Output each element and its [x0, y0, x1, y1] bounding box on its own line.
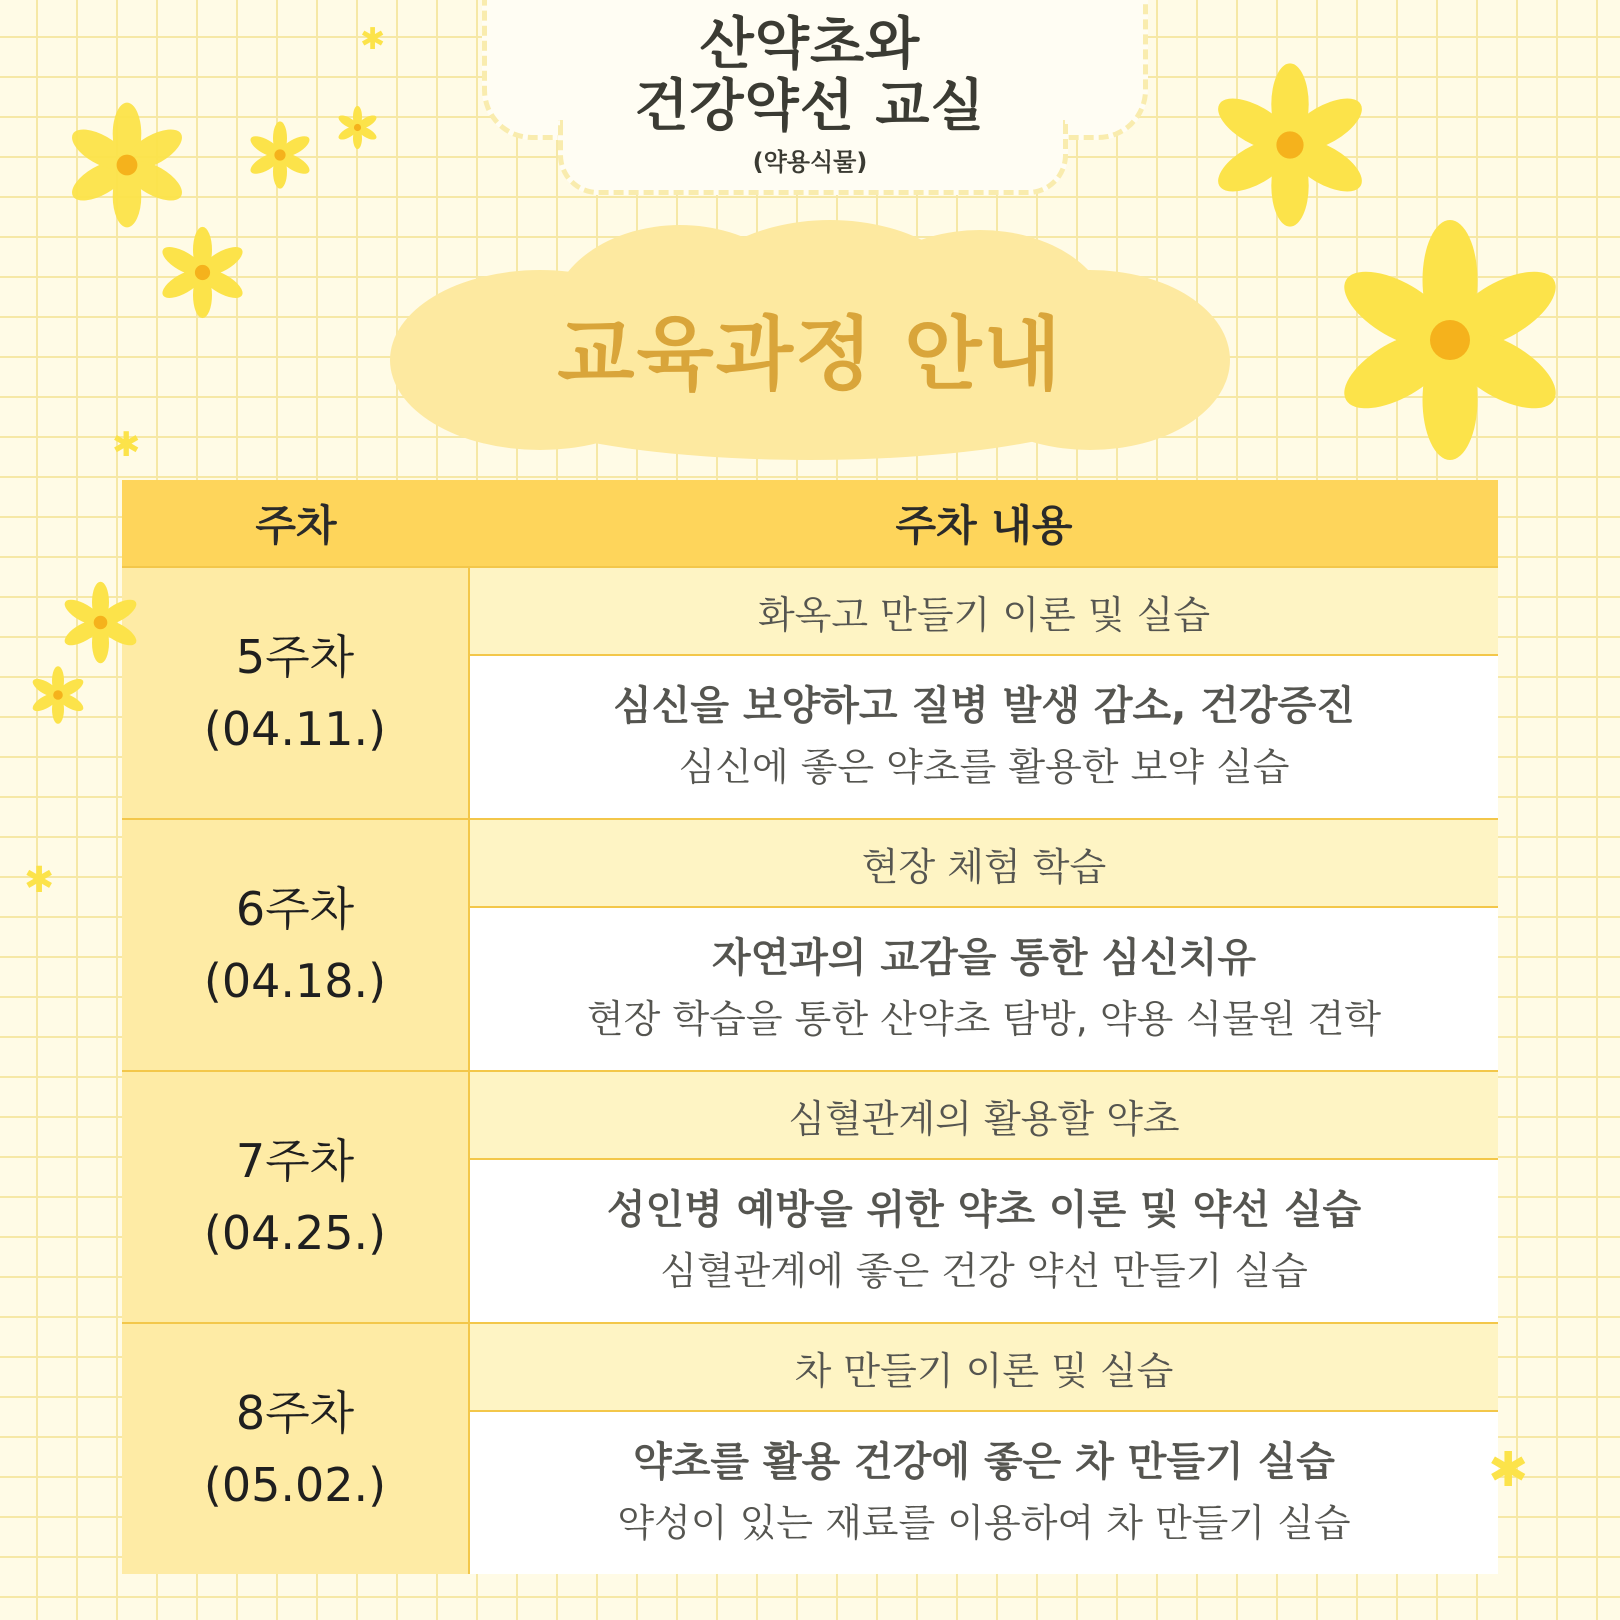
content-cell: [470, 820, 1498, 1070]
week-label: 8주차: [235, 1386, 355, 1440]
title-subtitle: (약용식물): [752, 148, 868, 176]
description-main: 심신을 보양하고 질병 발생 감소, 건강증진: [613, 683, 1355, 729]
flower-icon: [335, 105, 380, 150]
week-date: (04.25.): [203, 1206, 387, 1260]
page-subheading: 교육과정 안내: [557, 308, 1063, 401]
topic-title: 차 만들기 이론 및 실습: [470, 1324, 1498, 1412]
description-sub: 약성이 있는 재료를 이용하여 차 만들기 실습: [617, 1501, 1351, 1545]
table-row: [122, 566, 1498, 818]
column-header-week: 주차: [255, 501, 337, 550]
table-row: [122, 1070, 1498, 1322]
week-date: (04.11.): [203, 702, 387, 756]
description-main: 약초를 활용 건강에 좋은 차 만들기 실습: [633, 1439, 1335, 1485]
topic-description: [470, 656, 1498, 818]
title-line-1: 산약초와: [699, 12, 921, 77]
week-cell: [122, 1324, 470, 1574]
topic-description: [470, 1412, 1498, 1574]
topic-description: [470, 908, 1498, 1070]
flower-icon: [155, 225, 250, 320]
flower-icon: [58, 580, 143, 665]
flower-icon: [28, 665, 88, 725]
topic-title: 현장 체험 학습: [470, 820, 1498, 908]
description-sub: 심신에 좋은 약초를 활용한 보약 실습: [678, 745, 1290, 789]
title-line-2: 건강약선 교실: [634, 74, 986, 139]
week-date: (04.18.): [203, 954, 387, 1008]
title-block: [482, 14, 1138, 177]
flower-icon: [245, 120, 315, 190]
topic-title: 심혈관계의 활용할 약초: [470, 1072, 1498, 1160]
description-sub: 심혈관계에 좋은 건강 약선 만들기 실습: [660, 1249, 1308, 1293]
flower-icon: [62, 100, 192, 230]
week-cell: [122, 568, 470, 818]
content-cell: [470, 568, 1498, 818]
schedule-table: [122, 480, 1498, 1566]
week-cell: [122, 1072, 470, 1322]
table-header: [122, 480, 1498, 566]
table-row: [122, 1322, 1498, 1574]
flower-icon: [1325, 215, 1575, 465]
week-label: 6주차: [235, 882, 355, 936]
column-header-content: 주차 내용: [895, 501, 1073, 550]
description-main: 자연과의 교감을 통한 심신치유: [711, 935, 1257, 981]
content-cell: [470, 1072, 1498, 1322]
topic-title: 화옥고 만들기 이론 및 실습: [470, 568, 1498, 656]
flower-icon: [1195, 60, 1385, 230]
description-sub: 현장 학습을 통한 산약초 탐방, 약용 식물원 견학: [586, 997, 1382, 1041]
sparkle-icon: ✱: [24, 860, 55, 901]
content-cell: [470, 1324, 1498, 1574]
week-date: (05.02.): [203, 1458, 387, 1512]
table-row: [122, 818, 1498, 1070]
description-main: 성인병 예방을 위한 약초 이론 및 약선 실습: [606, 1187, 1362, 1233]
sparkle-icon: ✱: [112, 425, 141, 465]
week-cell: [122, 820, 470, 1070]
topic-description: [470, 1160, 1498, 1322]
week-label: 5주차: [235, 630, 355, 684]
sparkle-icon: ✱: [1488, 1442, 1529, 1498]
sparkle-icon: ✱: [360, 22, 386, 57]
week-label: 7주차: [235, 1134, 355, 1188]
